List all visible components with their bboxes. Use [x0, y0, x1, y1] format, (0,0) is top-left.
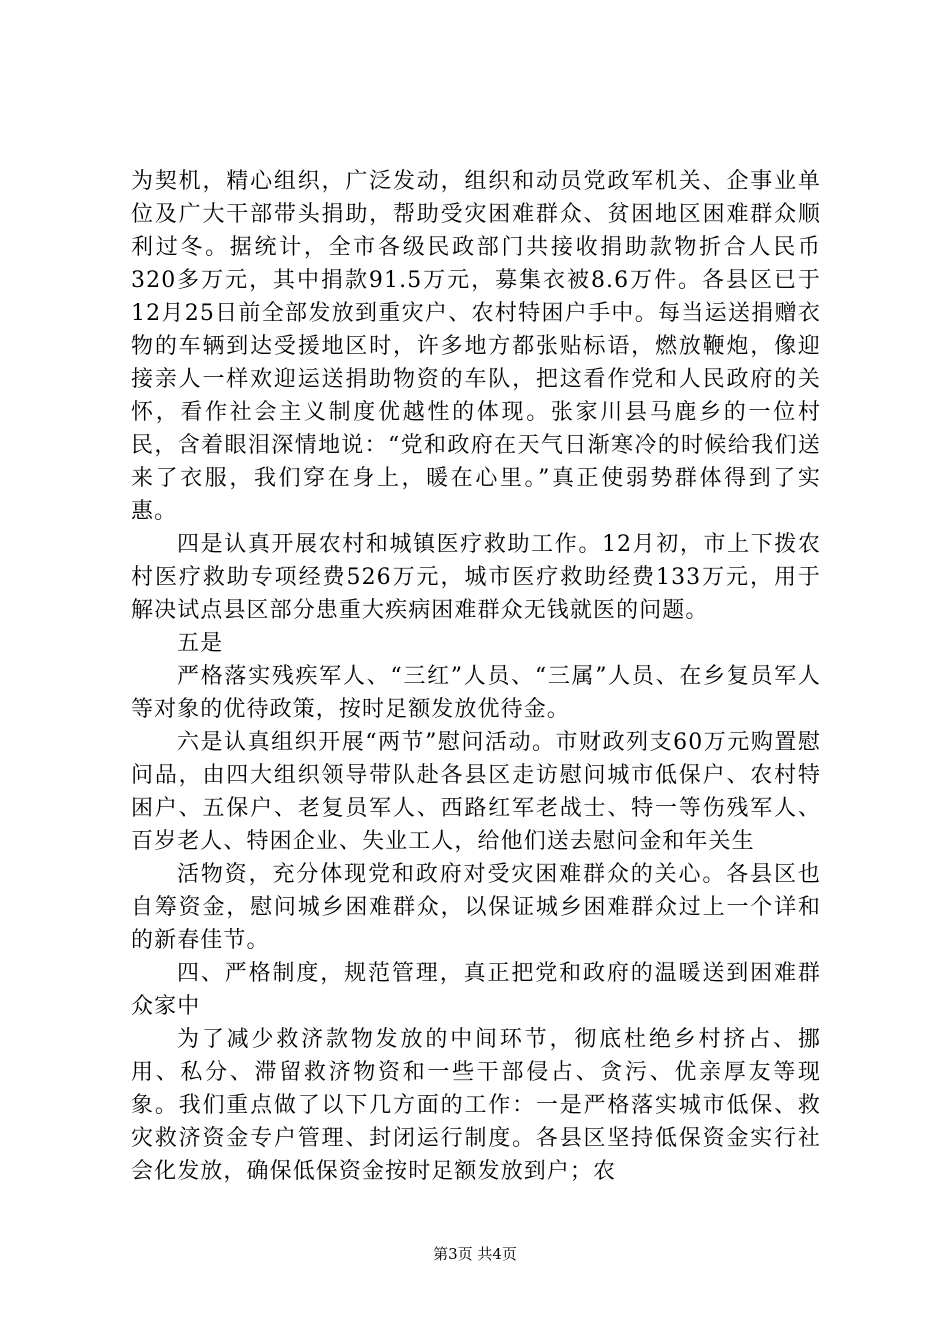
section-heading-strict-management: 四、严格制度，规范管理，真正把党和政府的温暖送到困难群众家中	[131, 961, 821, 1019]
paragraph-holiday-visits: 六是认真组织开展“两节”慰问活动。市财政列支60万元购置慰问品，由四大组织领导带队赴各县区走访慰问城市低保户、农村特困户、五保户、老复员军人、西路红军老战士、特一等伤残军人、百岁老人、特困企业、失业工人，给他们送去慰问金和年关生	[131, 730, 821, 854]
paragraph-item-five-label: 五是	[177, 631, 224, 656]
paragraph-holiday-visits-continued: 活物资，充分体现党和政府对受灾困难群众的关心。各县区也自筹资金，慰问城乡困难群众，以保证城乡困难群众过上一个详和的新春佳节。	[131, 862, 821, 953]
paragraph-medical-aid: 四是认真开展农村和城镇医疗救助工作。12月初，市上下拨农村医疗救助专项经费526万元，城市医疗救助经费133万元，用于解决试点县区部分患重大疾病困难群众无钱就医的问题。	[131, 532, 821, 623]
paragraph-preferential-policy: 严格落实残疾军人、“三红”人员、“三属”人员、在乡复员军人等对象的优待政策，按时足额发放优待金。	[131, 664, 821, 722]
document-body	[131, 165, 821, 1188]
paragraph-relief-donations: 为契机，精心组织，广泛发动，组织和动员党政军机关、企事业单位及广大干部带头捐助，帮助受灾困难群众、贫困地区困难群众顺利过冬。据统计，全市各级民政部门共接收捐助款物折合人民币320多万元，其中捐款91.5万元，募集衣被8.6万件。各县区已于12月25日前全部发放到重灾户、农村特困户手中。每当运送捐赠衣物的车辆到达受援地区时，许多地方都张贴标语，燃放鞭炮，像迎接亲人一样欢迎运送捐助物资的车队，把这看作党和人民政府的关怀，看作社会主义制度优越性的体现。张家川县马鹿乡的一位村民，含着眼泪深情地说：“党和政府在天气日渐寒冷的时候给我们送来了衣服，我们穿在身上，暖在心里。”真正使弱势群体得到了实惠。	[131, 169, 821, 524]
page-number-footer: 第3页 共4页	[433, 1245, 517, 1263]
paragraph-fund-management: 为了减少救济款物发放的中间环节，彻底杜绝乡村挤占、挪用、私分、滞留救济物资和一些干部侵占、贪污、优亲厚友等现象。我们重点做了以下几方面的工作：一是严格落实城市低保、救灾救济资金专户管理、封闭运行制度。各县区坚持低保资金实行社会化发放，确保低保资金按时足额发放到户；农	[131, 1027, 821, 1184]
